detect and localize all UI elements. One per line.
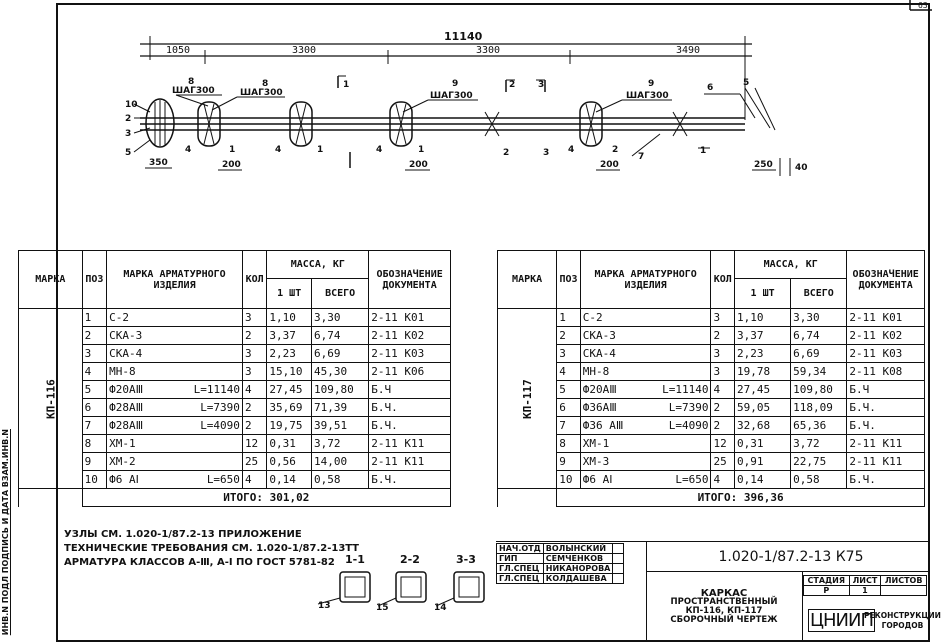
frame-mark: КП-116 xyxy=(19,309,83,489)
cell-qty: 25 xyxy=(711,453,735,471)
cell-pos: 5 xyxy=(557,381,581,399)
cell-qty: 2 xyxy=(711,417,735,435)
callout-3b: 3 xyxy=(543,148,550,158)
callout-8a: 8 xyxy=(188,77,195,87)
note-line-3: АРМАТУРА КЛАССОВ А-Ⅲ, А-Ⅰ ПО ГОСТ 5781-82 xyxy=(64,557,335,568)
cell-qty: 3 xyxy=(242,363,266,381)
note-line-1: УЗЛЫ СМ. 1.020-1/87.2-13 ПРИЛОЖЕНИЕ xyxy=(64,529,302,540)
dim-250: 250 xyxy=(754,160,773,170)
cell-pos: 8 xyxy=(82,435,106,453)
cell-doc: 2-11 К06 xyxy=(369,363,451,381)
col-mark: МАРКА xyxy=(19,251,83,309)
item-mark: ХМ-1 xyxy=(109,437,136,450)
cell-pos: 9 xyxy=(82,453,106,471)
stage-header: СТАДИЯ xyxy=(804,576,850,586)
item-mark: Ф36АⅢ xyxy=(582,401,617,414)
col-total: ВСЕГО xyxy=(311,279,368,309)
callout-4c: 4 xyxy=(376,145,383,155)
callout-5: 5 xyxy=(125,148,132,158)
total-value: ИТОГО: 301,02 xyxy=(82,489,450,507)
cell-doc: 2-11 К03 xyxy=(369,345,451,363)
table-row xyxy=(498,453,925,471)
svg-text:2: 2 xyxy=(509,80,516,90)
sheet-header: ЛИСТ xyxy=(849,576,881,586)
role-1: НАЧ.ОТД xyxy=(497,544,544,554)
signatures-table xyxy=(496,543,624,584)
cell-doc: 2-11 К03 xyxy=(847,345,925,363)
item-length: L=11140 xyxy=(193,383,240,396)
cell-total-mass: 3,30 xyxy=(311,309,368,327)
cell-pos: 6 xyxy=(557,399,581,417)
cell-unit-mass: 59,05 xyxy=(735,399,791,417)
cell-doc: 2-11 К02 xyxy=(369,327,451,345)
overall-dimension: 11140 xyxy=(444,30,483,43)
side-stamp xyxy=(0,420,12,635)
table-row xyxy=(19,381,451,399)
cell-pos: 10 xyxy=(82,471,106,489)
col-total: ВСЕГО xyxy=(791,279,847,309)
callout-1d: 1 xyxy=(700,146,707,156)
cell-qty: 2 xyxy=(711,327,735,345)
cell-total-mass: 0,58 xyxy=(311,471,368,489)
item-length: L=4090 xyxy=(668,419,709,432)
title-line-2: ПРОСТРАНСТВЕННЫЙ xyxy=(670,597,778,607)
table-row xyxy=(19,399,451,417)
cell-qty: 3 xyxy=(711,309,735,327)
cell-doc: 2-11 К02 xyxy=(847,327,925,345)
cell-unit-mass: 0,31 xyxy=(267,435,312,453)
cell-item xyxy=(580,363,711,381)
cell-item xyxy=(107,363,243,381)
cell-item xyxy=(580,399,711,417)
cell-total-mass: 14,00 xyxy=(311,453,368,471)
item-length: L=650 xyxy=(206,473,240,486)
org-name xyxy=(864,611,941,631)
table-row xyxy=(498,309,925,327)
callout-6: 6 xyxy=(707,83,714,93)
cell-pos: 1 xyxy=(557,309,581,327)
item-mark: Ф28АⅢ xyxy=(109,401,144,414)
col-doc: ОБОЗНАЧЕНИЕ ДОКУМЕНТА xyxy=(369,251,451,309)
cell-item xyxy=(580,435,711,453)
item-mark: ХМ-3 xyxy=(582,455,610,468)
cell-total-mass: 109,80 xyxy=(311,381,368,399)
cell-doc: 2-11 К11 xyxy=(847,435,925,453)
table-row xyxy=(19,471,451,489)
table-row xyxy=(498,327,925,345)
cell-item xyxy=(107,399,243,417)
item-mark: СКА-3 xyxy=(582,329,616,342)
callout-9a: 9 xyxy=(452,79,459,89)
col-pos: ПОЗ xyxy=(557,251,581,309)
cell-doc: Б.Ч. xyxy=(369,417,451,435)
item-mark: МН-8 xyxy=(582,365,610,378)
cell-unit-mass: 2,23 xyxy=(267,345,312,363)
item-mark: ХМ-2 xyxy=(109,455,136,468)
sheets-header: ЛИСТОВ xyxy=(881,576,927,586)
svg-text:3-3: 3-3 xyxy=(456,553,476,566)
step-label-c: ШАГ300 xyxy=(430,91,473,101)
cell-total-mass: 0,58 xyxy=(791,471,847,489)
item-length: L=4090 xyxy=(200,419,240,432)
svg-text:14: 14 xyxy=(434,603,447,613)
cell-doc: 2-11 К11 xyxy=(369,435,451,453)
dim-350: 350 xyxy=(149,158,168,168)
total-value: ИТОГО: 396,36 xyxy=(557,489,925,507)
cell-qty: 2 xyxy=(242,399,266,417)
org-line-1: РЕКОНСТРУКЦИИ xyxy=(864,611,941,620)
cell-unit-mass: 1,10 xyxy=(735,309,791,327)
cell-item xyxy=(107,309,243,327)
table-row xyxy=(19,309,451,327)
cell-total-mass: 59,34 xyxy=(791,363,847,381)
table-row xyxy=(19,345,451,363)
cell-item xyxy=(107,435,243,453)
cell-qty: 12 xyxy=(711,435,735,453)
cell-pos: 7 xyxy=(82,417,106,435)
col-mass: МАССА, КГ xyxy=(267,251,369,279)
table-row xyxy=(19,453,451,471)
cell-unit-mass: 0,14 xyxy=(267,471,312,489)
cell-unit-mass: 15,10 xyxy=(267,363,312,381)
section-view-3-3 xyxy=(434,553,484,613)
callout-4a: 4 xyxy=(185,145,192,155)
cell-item xyxy=(107,345,243,363)
cell-unit-mass: 3,37 xyxy=(735,327,791,345)
dim-200-c: 200 xyxy=(600,160,619,170)
col-item: МАРКА АРМАТУРНОГО ИЗДЕЛИЯ xyxy=(580,251,711,309)
cell-doc: Б.Ч. xyxy=(847,399,925,417)
col-item: МАРКА АРМАТУРНОГО ИЗДЕЛИЯ xyxy=(107,251,243,309)
role-3: ГЛ.СПЕЦ xyxy=(497,564,544,574)
title-line-4: СБОРОЧНЫЙ ЧЕРТЕЖ xyxy=(670,615,778,625)
cell-qty: 4 xyxy=(711,381,735,399)
section-cut-2 xyxy=(506,80,515,92)
callout-1a: 1 xyxy=(229,145,236,155)
dim-40: 40 xyxy=(795,163,808,173)
table-row xyxy=(498,363,925,381)
cell-total-mass: 118,09 xyxy=(791,399,847,417)
dim-3490: 3490 xyxy=(676,45,701,56)
cell-item xyxy=(580,345,711,363)
dim-3300-a: 3300 xyxy=(292,45,317,56)
cell-pos: 8 xyxy=(557,435,581,453)
cell-pos: 7 xyxy=(557,417,581,435)
table-row xyxy=(19,417,451,435)
cell-unit-mass: 27,45 xyxy=(735,381,791,399)
cell-total-mass: 6,74 xyxy=(311,327,368,345)
cell-unit-mass: 3,37 xyxy=(267,327,312,345)
item-mark: ХМ-1 xyxy=(582,437,610,450)
col-qty: КОЛ xyxy=(711,251,735,309)
cell-total-mass: 6,74 xyxy=(791,327,847,345)
cell-qty: 12 xyxy=(242,435,266,453)
col-doc: ОБОЗНАЧЕНИЕ ДОКУМЕНТА xyxy=(847,251,925,309)
title-line-3: КП-116, КП-117 xyxy=(685,606,763,616)
callout-2: 2 xyxy=(125,114,132,124)
table-row xyxy=(498,435,925,453)
cell-item xyxy=(580,453,711,471)
stirrup-cluster-1 xyxy=(146,99,174,147)
item-length: L=650 xyxy=(675,473,709,486)
callout-5b: 5 xyxy=(743,78,750,88)
cell-total-mass: 71,39 xyxy=(311,399,368,417)
item-mark: Ф28АⅢ xyxy=(109,419,144,432)
cell-doc: 2-11 К01 xyxy=(847,309,925,327)
sheet-value: 1 xyxy=(849,586,881,596)
cell-doc: 2-11 К11 xyxy=(369,453,451,471)
col-mass: МАССА, КГ xyxy=(735,251,847,279)
cell-unit-mass: 0,14 xyxy=(735,471,791,489)
cell-doc: Б.Ч. xyxy=(847,417,925,435)
item-mark: Ф6 АⅠ xyxy=(109,473,139,486)
drawing-title xyxy=(648,589,800,625)
cell-qty: 3 xyxy=(242,309,266,327)
col-qty: КОЛ xyxy=(242,251,266,309)
cell-qty: 4 xyxy=(242,381,266,399)
callout-1c: 1 xyxy=(418,145,425,155)
callout-3: 3 xyxy=(125,129,132,139)
table-row xyxy=(498,399,925,417)
cell-unit-mass: 0,91 xyxy=(735,453,791,471)
table-row xyxy=(498,381,925,399)
cell-pos: 2 xyxy=(557,327,581,345)
stage-value: Р xyxy=(804,586,850,596)
role-4: ГЛ.СПЕЦ xyxy=(497,574,544,584)
table-row xyxy=(19,363,451,381)
cell-unit-mass: 0,31 xyxy=(735,435,791,453)
callout-2c: 2 xyxy=(612,145,619,155)
dim-1050: 1050 xyxy=(166,45,191,56)
sheets-value xyxy=(881,586,927,596)
col-mark: МАРКА xyxy=(498,251,557,309)
cell-qty: 2 xyxy=(242,327,266,345)
dim-200-b: 200 xyxy=(409,160,428,170)
cell-item xyxy=(580,327,711,345)
name-4: КОЛДАШЕВА xyxy=(543,574,613,584)
stage-table xyxy=(803,575,927,596)
cell-item xyxy=(580,309,711,327)
item-mark: СКА-4 xyxy=(582,347,616,360)
cell-item xyxy=(107,453,243,471)
cell-pos: 6 xyxy=(82,399,106,417)
item-length: L=7390 xyxy=(668,401,709,414)
cell-total-mass: 6,69 xyxy=(311,345,368,363)
table-row xyxy=(498,345,925,363)
frame-mark: КП-117 xyxy=(498,309,557,489)
step-label-a: ШАГ300 xyxy=(172,86,215,96)
cell-total-mass: 109,80 xyxy=(791,381,847,399)
cell-qty: 4 xyxy=(711,471,735,489)
svg-text:1: 1 xyxy=(343,80,350,90)
dim-200-a: 200 xyxy=(222,160,241,170)
cell-unit-mass: 32,68 xyxy=(735,417,791,435)
col-unit: 1 ШТ xyxy=(735,279,791,309)
cell-pos: 5 xyxy=(82,381,106,399)
spec-table-kp116 xyxy=(18,250,451,507)
cell-total-mass: 3,72 xyxy=(311,435,368,453)
callout-8b: 8 xyxy=(262,79,269,89)
org-logo: ЦНИИП xyxy=(810,610,873,631)
callout-7: 7 xyxy=(638,152,645,162)
col-pos: ПОЗ xyxy=(82,251,106,309)
cell-unit-mass: 35,69 xyxy=(267,399,312,417)
section-cut-1 xyxy=(338,76,350,168)
cell-total-mass: 22,75 xyxy=(791,453,847,471)
title-line-1: КАРКАС xyxy=(700,588,748,599)
cell-qty: 2 xyxy=(711,399,735,417)
table-row xyxy=(498,417,925,435)
cell-item xyxy=(580,471,711,489)
cell-pos: 4 xyxy=(557,363,581,381)
total-row xyxy=(19,489,451,507)
cell-qty: 3 xyxy=(711,363,735,381)
table-row xyxy=(19,435,451,453)
cell-pos: 3 xyxy=(82,345,106,363)
name-3: НИКАНОРОВА xyxy=(543,564,613,574)
item-mark: Ф20АⅢ xyxy=(109,383,144,396)
general-notes xyxy=(64,528,359,570)
svg-text:13: 13 xyxy=(318,601,331,611)
item-mark: С-2 xyxy=(109,311,129,324)
cell-item xyxy=(580,381,711,399)
item-mark: СКА-4 xyxy=(109,347,143,360)
cell-doc: Б.Ч. xyxy=(369,399,451,417)
note-line-2: ТЕХНИЧЕСКИЕ ТРЕБОВАНИЯ СМ. 1.020-1/87.2-13ТТ xyxy=(64,543,359,554)
cell-total-mass: 45,30 xyxy=(311,363,368,381)
cell-pos: 1 xyxy=(82,309,106,327)
cell-qty: 25 xyxy=(242,453,266,471)
cell-unit-mass: 19,78 xyxy=(735,363,791,381)
total-row xyxy=(498,489,925,507)
cell-doc: Б.Ч xyxy=(369,381,451,399)
step-label-d: ШАГ300 xyxy=(626,91,669,101)
spec-table-kp117 xyxy=(497,250,925,507)
cell-item xyxy=(107,381,243,399)
item-mark: Ф36 АⅢ xyxy=(582,419,624,432)
cell-unit-mass: 0,56 xyxy=(267,453,312,471)
callout-10: 10 xyxy=(125,100,138,110)
role-2: ГИП xyxy=(497,554,544,564)
callout-2b: 2 xyxy=(503,148,510,158)
item-mark: СКА-3 xyxy=(109,329,143,342)
cell-pos: 2 xyxy=(82,327,106,345)
cell-pos: 10 xyxy=(557,471,581,489)
drawing-code: 1.020-1/87.2-13 К75 xyxy=(718,549,864,565)
cell-pos: 9 xyxy=(557,453,581,471)
col-unit: 1 ШТ xyxy=(267,279,312,309)
callout-9b: 9 xyxy=(648,79,655,89)
cell-item xyxy=(580,417,711,435)
cell-unit-mass: 2,23 xyxy=(735,345,791,363)
table-row xyxy=(19,327,451,345)
cell-item xyxy=(107,471,243,489)
cell-doc: Б.Ч. xyxy=(847,471,925,489)
cell-total-mass: 3,30 xyxy=(791,309,847,327)
cell-total-mass: 3,72 xyxy=(791,435,847,453)
item-mark: Ф6 АⅠ xyxy=(582,473,613,486)
svg-text:2-2: 2-2 xyxy=(400,553,420,566)
cell-unit-mass: 19,75 xyxy=(267,417,312,435)
item-mark: МН-8 xyxy=(109,365,136,378)
page-number: 63 xyxy=(918,1,928,10)
dim-3300-b: 3300 xyxy=(476,45,501,56)
step-label-b: ШАГ300 xyxy=(240,88,283,98)
cell-qty: 2 xyxy=(242,417,266,435)
cell-pos: 4 xyxy=(82,363,106,381)
org-line-2: ГОРОДОВ xyxy=(881,621,924,630)
callout-4b: 4 xyxy=(275,145,282,155)
callout-1b: 1 xyxy=(317,145,324,155)
section-cut-3 xyxy=(536,80,545,92)
cell-doc: Б.Ч xyxy=(847,381,925,399)
item-mark: Ф20АⅢ xyxy=(582,383,617,396)
cell-doc: 2-11 К01 xyxy=(369,309,451,327)
cell-doc: 2-11 К08 xyxy=(847,363,925,381)
name-1: ВОЛЫНСКИЙ xyxy=(543,544,613,554)
table-row xyxy=(498,471,925,489)
cell-item xyxy=(107,327,243,345)
section-view-2-2 xyxy=(376,553,426,613)
cell-doc: Б.Ч. xyxy=(369,471,451,489)
cell-unit-mass: 1,10 xyxy=(267,309,312,327)
cell-unit-mass: 27,45 xyxy=(267,381,312,399)
cell-item xyxy=(107,417,243,435)
cell-doc: 2-11 К11 xyxy=(847,453,925,471)
item-mark: С-2 xyxy=(582,311,603,324)
cell-total-mass: 6,69 xyxy=(791,345,847,363)
item-length: L=7390 xyxy=(200,401,240,414)
cell-pos: 3 xyxy=(557,345,581,363)
name-2: СЕМЧЕНКОВ xyxy=(543,554,613,564)
title-block xyxy=(496,531,941,641)
cell-total-mass: 65,36 xyxy=(791,417,847,435)
cell-qty: 3 xyxy=(711,345,735,363)
item-length: L=11140 xyxy=(662,383,709,396)
cell-qty: 3 xyxy=(242,345,266,363)
svg-text:3: 3 xyxy=(538,80,545,90)
svg-text:15: 15 xyxy=(376,603,389,613)
cell-total-mass: 39,51 xyxy=(311,417,368,435)
svg-text:1-1: 1-1 xyxy=(345,553,365,566)
side-stamp-text: ИНВ.N ПОДЛ ПОДПИСЬ И ДАТА ВЗАМ.ИНВ.N xyxy=(1,428,10,635)
cell-qty: 4 xyxy=(242,471,266,489)
callout-4d: 4 xyxy=(568,145,575,155)
